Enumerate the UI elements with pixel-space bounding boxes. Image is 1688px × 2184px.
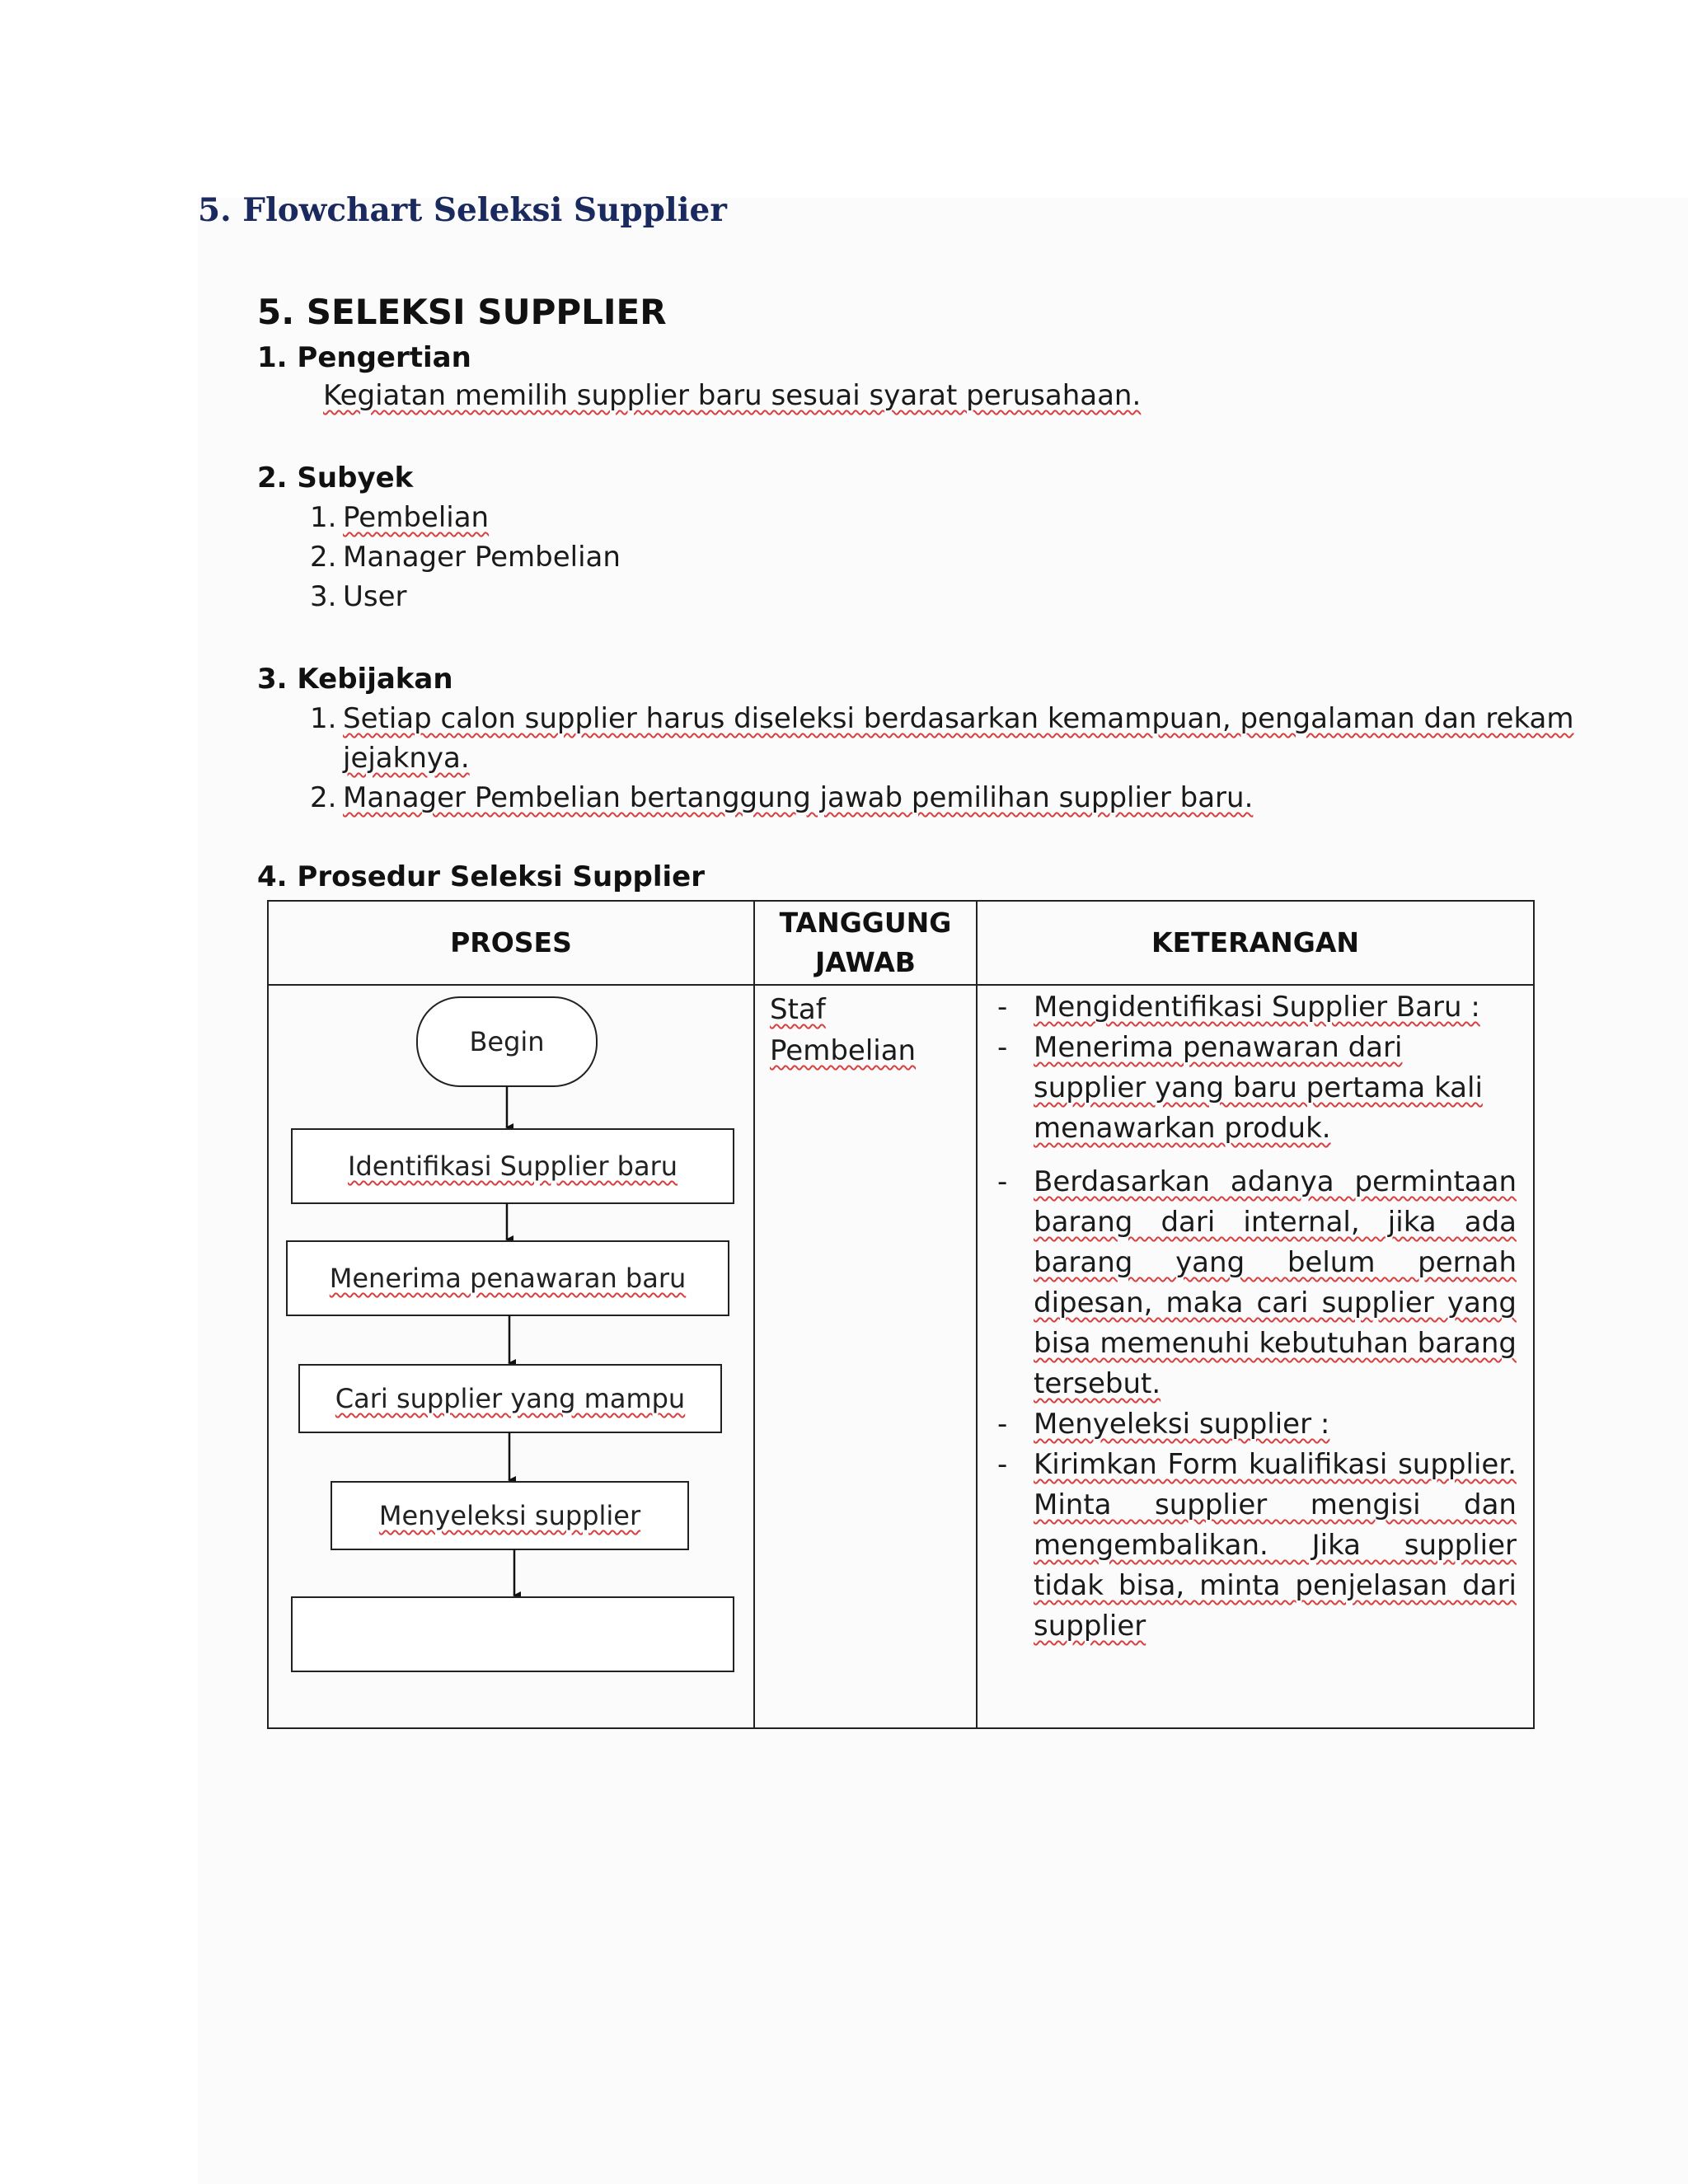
list-text: Setiap calon supplier harus diseleksi berdasarkan kemampuan, pengalaman dan rekam <box>343 702 1574 735</box>
step-label: Cari supplier yang mampu <box>335 1383 686 1414</box>
step-label: Menerima penawaran baru <box>329 1263 687 1294</box>
list-item: - Berdasarkan adanya permintaan barang dari internal, jika ada barang yang belum pernah dipesan, maka cari supplier yang bisa memenuhi kebutuhan barang tersebut. <box>997 1165 1517 1400</box>
header-tj-line2: JAWAB <box>815 946 916 978</box>
keterangan-text: Berdasarkan adanya permintaan barang dari internal, jika ada barang yang belum pernah dipesan, maka cari supplier yang bisa memenuhi kebutuhan barang tersebut. <box>1034 1165 1517 1400</box>
header-tanggung-jawab <box>754 901 977 985</box>
list-number: 1. <box>310 501 337 534</box>
list-text: Manager Pembelian <box>343 541 621 574</box>
list-text: User <box>343 580 407 613</box>
kebijakan-item <box>310 702 1574 735</box>
procedure-table-clip <box>267 900 1533 1643</box>
subyek-item <box>310 501 489 534</box>
keterangan-text: Mengidentifikasi Supplier Baru : <box>1034 991 1480 1024</box>
header-keterangan: KETERANGAN <box>977 901 1534 985</box>
section-title-pengertian: 1. Pengertian <box>257 341 471 374</box>
list-item: - Menerima penawaran dari supplier yang baru pertama kali menawarkan produk. <box>997 1031 1483 1145</box>
list-text: Manager Pembelian bertanggung jawab pemilihan supplier baru. <box>343 781 1254 814</box>
table-header-row <box>268 901 1534 985</box>
flowchart <box>269 986 753 1727</box>
list-item: - Mengidentifikasi Supplier Baru : <box>997 991 1480 1024</box>
keterangan-text: Kirimkan Form kualifikasi supplier. Minta supplier mengisi dan mengembalikan. Jika supplier tidak bisa, minta penjelasan dari supplier <box>1034 1448 1517 1643</box>
subyek-item <box>310 541 621 574</box>
kebijakan-item-continuation: jejaknya. <box>343 742 470 775</box>
procedure-table <box>267 900 1535 1729</box>
flowchart-svg <box>269 986 755 1727</box>
list-number: 1. <box>310 702 337 735</box>
subyek-item <box>310 580 407 613</box>
keterangan-cell <box>977 985 1534 1728</box>
list-text: Pembelian <box>343 501 490 534</box>
section-title-subyek: 2. Subyek <box>257 462 414 494</box>
list-number: 2. <box>310 541 337 574</box>
step-label: Identifikasi Supplier baru <box>348 1151 678 1182</box>
tanggung-jawab-cell <box>754 985 977 1728</box>
section-title-prosedur: 4. Prosedur Seleksi Supplier <box>257 860 706 893</box>
list-number: 2. <box>310 781 337 814</box>
keterangan-text: Menyeleksi supplier : <box>1034 1408 1330 1441</box>
table-row <box>268 985 1534 1728</box>
list-number: 3. <box>310 580 337 613</box>
keterangan-list <box>978 986 1533 1647</box>
process-box-next <box>292 1597 734 1671</box>
pengertian-text: Kegiatan memilih supplier baru sesuai syarat perusahaan. <box>323 379 1142 412</box>
begin-label: Begin <box>469 1026 545 1057</box>
section-title-kebijakan: 3. Kebijakan <box>257 663 453 696</box>
page-title: 5. Flowchart Seleksi Supplier <box>198 191 727 229</box>
step-label: Menyeleksi supplier <box>378 1500 641 1531</box>
list-item: - Kirimkan Form kualifikasi supplier. Minta supplier mengisi dan mengembalikan. Jika supplier tidak bisa, minta penjelasan dari supplier <box>997 1448 1517 1643</box>
list-item: - Menyeleksi supplier : <box>997 1408 1330 1441</box>
kebijakan-item <box>310 781 1253 814</box>
header-proses: PROSES <box>268 901 754 985</box>
header-tj-line1: TANGGUNG <box>779 907 952 939</box>
keterangan-text: Menerima penawaran dari supplier yang baru pertama kali menawarkan produk. <box>1034 1031 1483 1145</box>
document-title: 5. SELEKSI SUPPLIER <box>257 292 667 332</box>
flowchart-cell <box>268 985 754 1728</box>
tanggung-jawab-text: Staf Pembelian <box>770 993 917 1067</box>
